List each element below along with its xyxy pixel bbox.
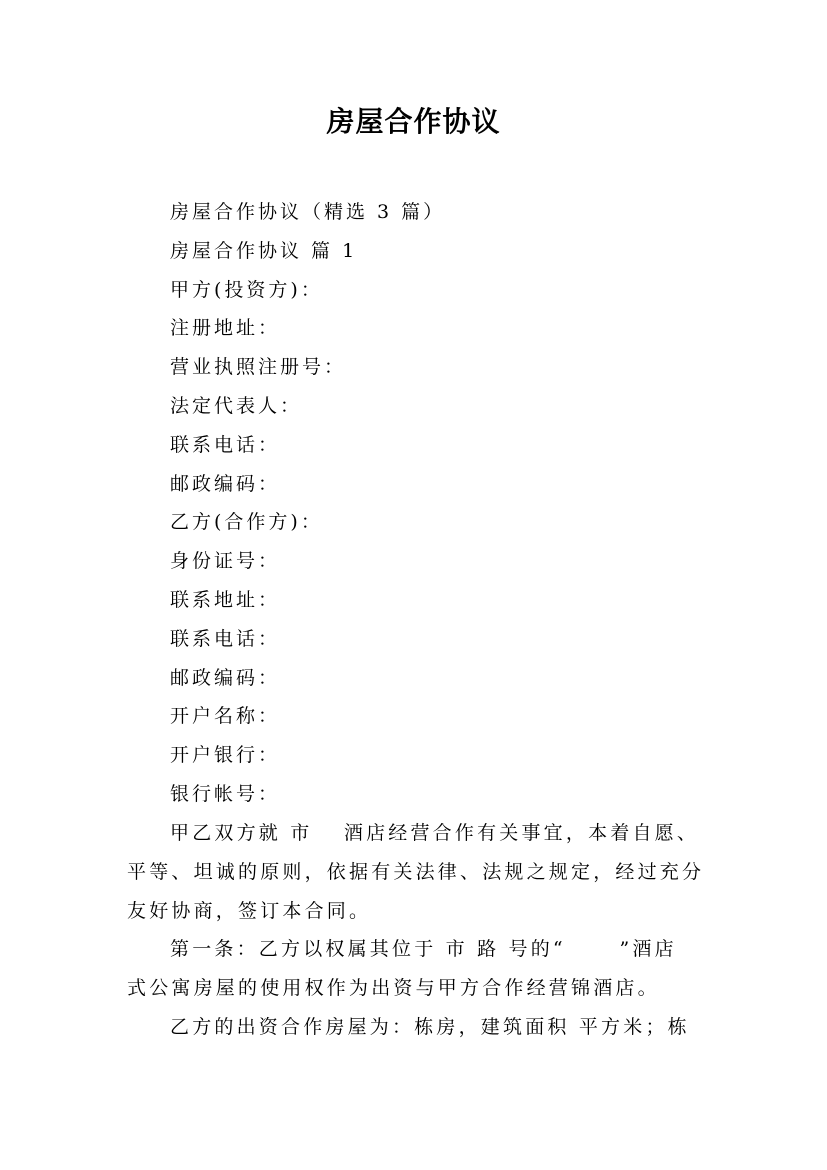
subtitle-line: 房屋合作协议（精选 3 篇） [170, 201, 446, 223]
field-contact-address: 联系地址： [170, 588, 281, 611]
field-phone-a: 联系电话： [170, 433, 281, 456]
section-heading: 房屋合作协议 篇 1 [170, 239, 358, 262]
field-phone-b: 联系电话： [170, 627, 281, 650]
paragraph-intro [127, 814, 717, 930]
document-title: 房屋合作协议 [326, 105, 501, 138]
paragraph-property-details [127, 1008, 717, 1047]
field-postcode-a: 邮政编码： [170, 472, 281, 495]
paragraph-text: 式公寓房屋的使用权作为出资与甲方合作经营锦酒店。 [127, 976, 660, 999]
paragraph-text: 友好协商，签订本合同。 [127, 899, 372, 922]
party-a-label: 甲方(投资方)： [170, 278, 323, 301]
document-lines [170, 193, 445, 814]
paragraph-article-1 [127, 930, 717, 1008]
paragraph-text: 平等、坦诚的原则，依据有关法律、法规之规定，经过充分 [127, 860, 705, 883]
field-legal-representative: 法定代表人： [170, 394, 303, 417]
field-bank-name: 开户银行： [170, 744, 281, 767]
paragraph-text: 乙方的出资合作房屋为：栋房，建筑面积 平方米；栋 [170, 1016, 690, 1038]
field-bank-account: 银行帐号： [170, 782, 281, 805]
paragraph-text: 第一条：乙方以权属其位于 市 路 号的“ ”酒店 [170, 938, 677, 960]
field-business-license: 营业执照注册号： [170, 356, 347, 379]
paragraph-text: 甲乙双方就 市 酒店经营合作有关事宜，本着自愿、 [170, 822, 700, 844]
field-postcode-b: 邮政编码： [170, 666, 281, 689]
field-registered-address: 注册地址： [170, 317, 281, 340]
party-b-label: 乙方(合作方)： [170, 511, 323, 534]
field-account-name: 开户名称： [170, 705, 281, 728]
field-id-number: 身份证号： [170, 550, 281, 573]
